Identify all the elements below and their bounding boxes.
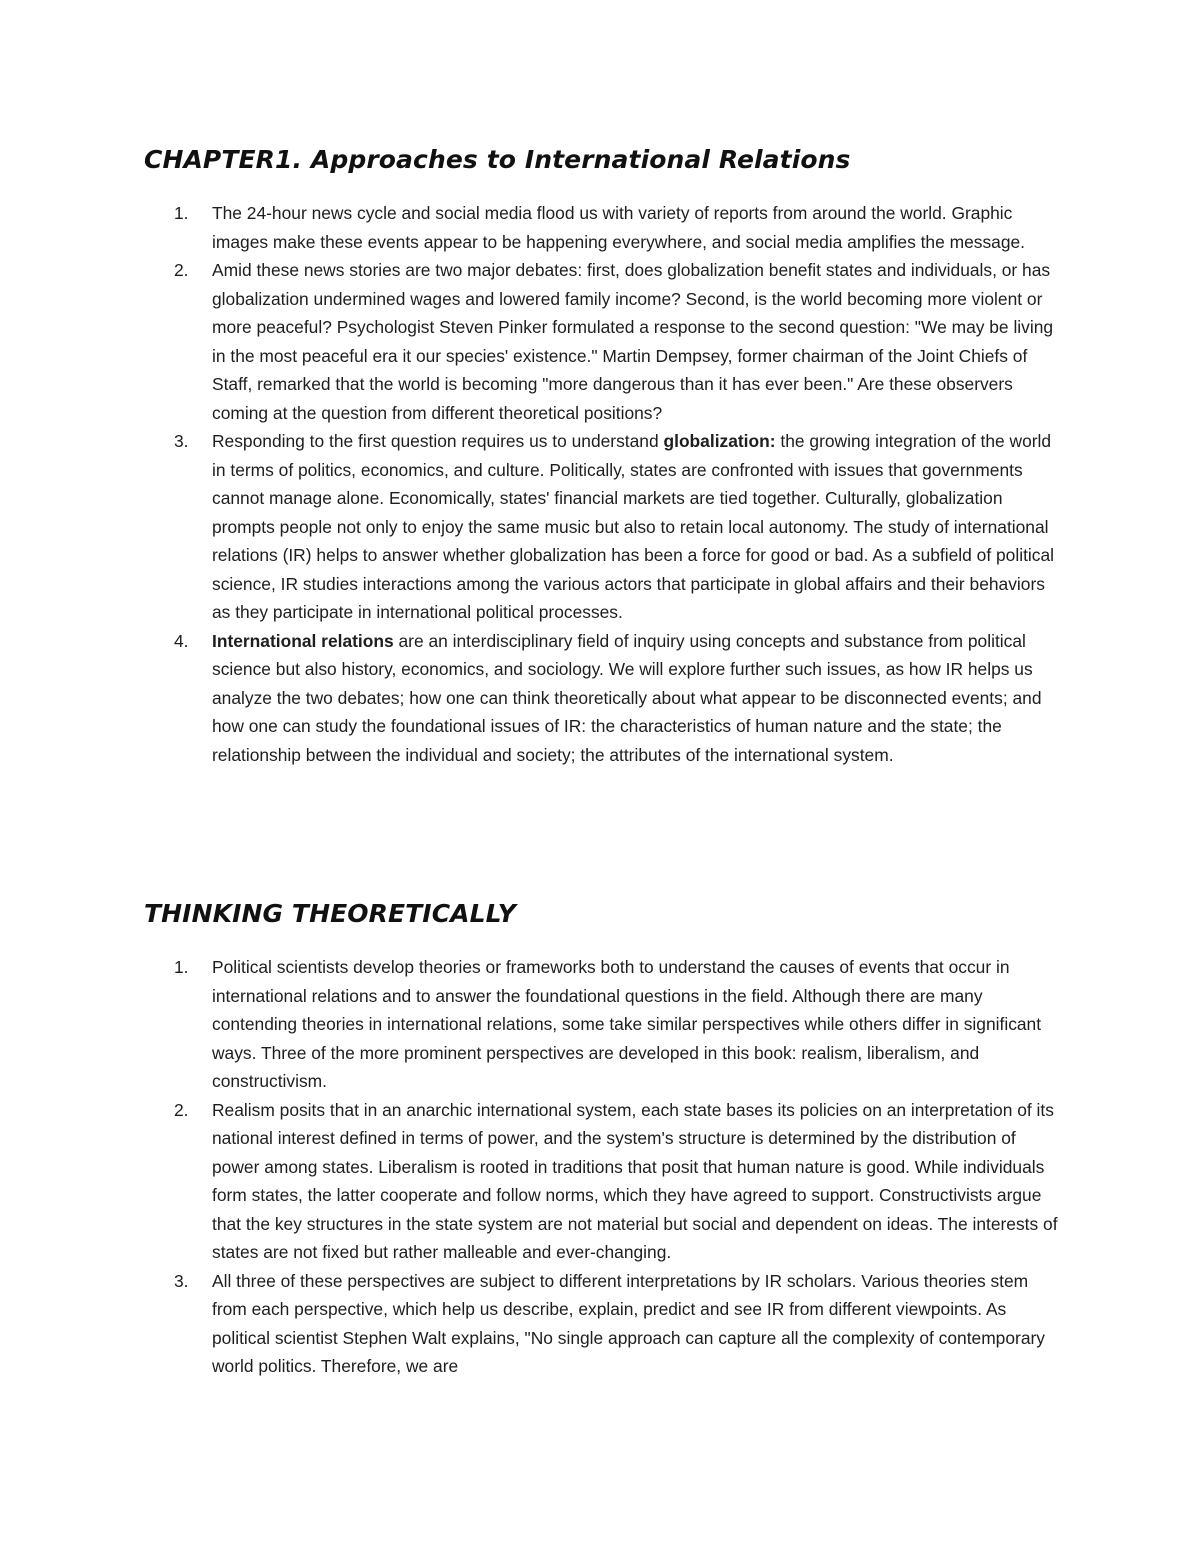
chapter-heading: CHAPTER1. Approaches to International Relations [144, 145, 851, 174]
item-number: 4. [174, 630, 189, 651]
list-item [144, 427, 1064, 627]
list-item [144, 627, 1064, 770]
key-term-globalization: globalization: [663, 431, 776, 451]
chapter-list [144, 199, 1064, 769]
item-text: The 24-hour news cycle and social media flood us with variety of reports from around the world. Graphic images make these events appear to be happening everywhere, and social media amplifies the message. [212, 203, 1026, 252]
list-item [144, 1096, 1064, 1267]
list-item [144, 953, 1064, 1096]
item-text-before: Responding to the first question requires us to understand [212, 431, 664, 451]
thinking-list [144, 953, 1064, 1381]
item-text: Political scientists develop theories or frameworks both to understand the causes of events that occur in international relations and to answer the foundational questions in the field. Although there are many contending theories in international relations, some take similar perspectives while others differ in significant ways. Three of the more prominent perspectives are developed in this book: realism, liberalism, and constructivism. [212, 957, 1042, 1091]
item-text-after: the growing integration of the world in terms of politics, economics, and culture. Politically, states are confronted with issues that governments cannot manage alone. Economically, states' financial markets are tied together. Culturally, globalization prompts people not only to enjoy the same music but also to retain local autonomy. The study of international relations (IR) helps to answer whether globalization has been a force for good or bad. As a subfield of political science, IR studies interactions among the various actors that participate in global affairs and their behaviors as they participate in international political processes. [212, 431, 1055, 622]
item-number: 1. [174, 203, 189, 223]
list-item [144, 199, 1064, 256]
thinking-heading: THINKING THEORETICALLY [144, 899, 516, 928]
item-number: 3. [174, 1270, 189, 1291]
item-number: 2. [174, 260, 189, 280]
list-item [144, 256, 1064, 427]
item-text: All three of these perspectives are subject to different interpretations by IR scholars. Various theories stem from each perspective, which help us describe, explain, predict and see IR from different viewpoints. As political scientist Stephen Walt explains, "No single approach can capture all the complexity of contemporary world politics. Therefore, we are [212, 1270, 1045, 1376]
list-item [144, 1267, 1064, 1381]
item-text: Realism posits that in an anarchic international system, each state bases its policies on an interpretation of its national interest defined in terms of power, and the system's structure is determined by the distribution of power among states. Liberalism is rooted in traditions that posit that human nature is good. While individuals form states, the latter cooperate and follow norms, which they have agreed to support. Constructivists argue that the key structures in the state system are not material but social and dependent on ideas. The interests of states are not fixed but rather malleable and ever-changing. [212, 1099, 1058, 1262]
item-number: 1. [174, 957, 189, 977]
item-number: 2. [174, 1099, 189, 1120]
item-number: 3. [174, 431, 189, 451]
item-text: Amid these news stories are two major debates: first, does globalization benefit states and individuals, or has globalization undermined wages and lowered family income? Second, is the world becoming more violent or more peaceful? Psychologist Steven Pinker formulated a response to the second question: "We may be living in the most peaceful era it our species' existence." Martin Dempsey, former chairman of the Joint Chiefs of Staff, remarked that the world is becoming "more dangerous than it has ever been." Are these observers coming at the question from different theoretical positions? [212, 260, 1054, 423]
item-text-after: are an interdisciplinary field of inquiry using concepts and substance from political science but also history, economics, and sociology. We will explore further such issues, as how IR helps us analyze the two debates; how one can think theoretically about what appear to be disconnected events; and how one can study the foundational issues of IR: the characteristics of human nature and the state; the relationship between the individual and society; the attributes of the international system. [212, 630, 1042, 765]
key-term-international-relations: International relations [212, 630, 394, 651]
